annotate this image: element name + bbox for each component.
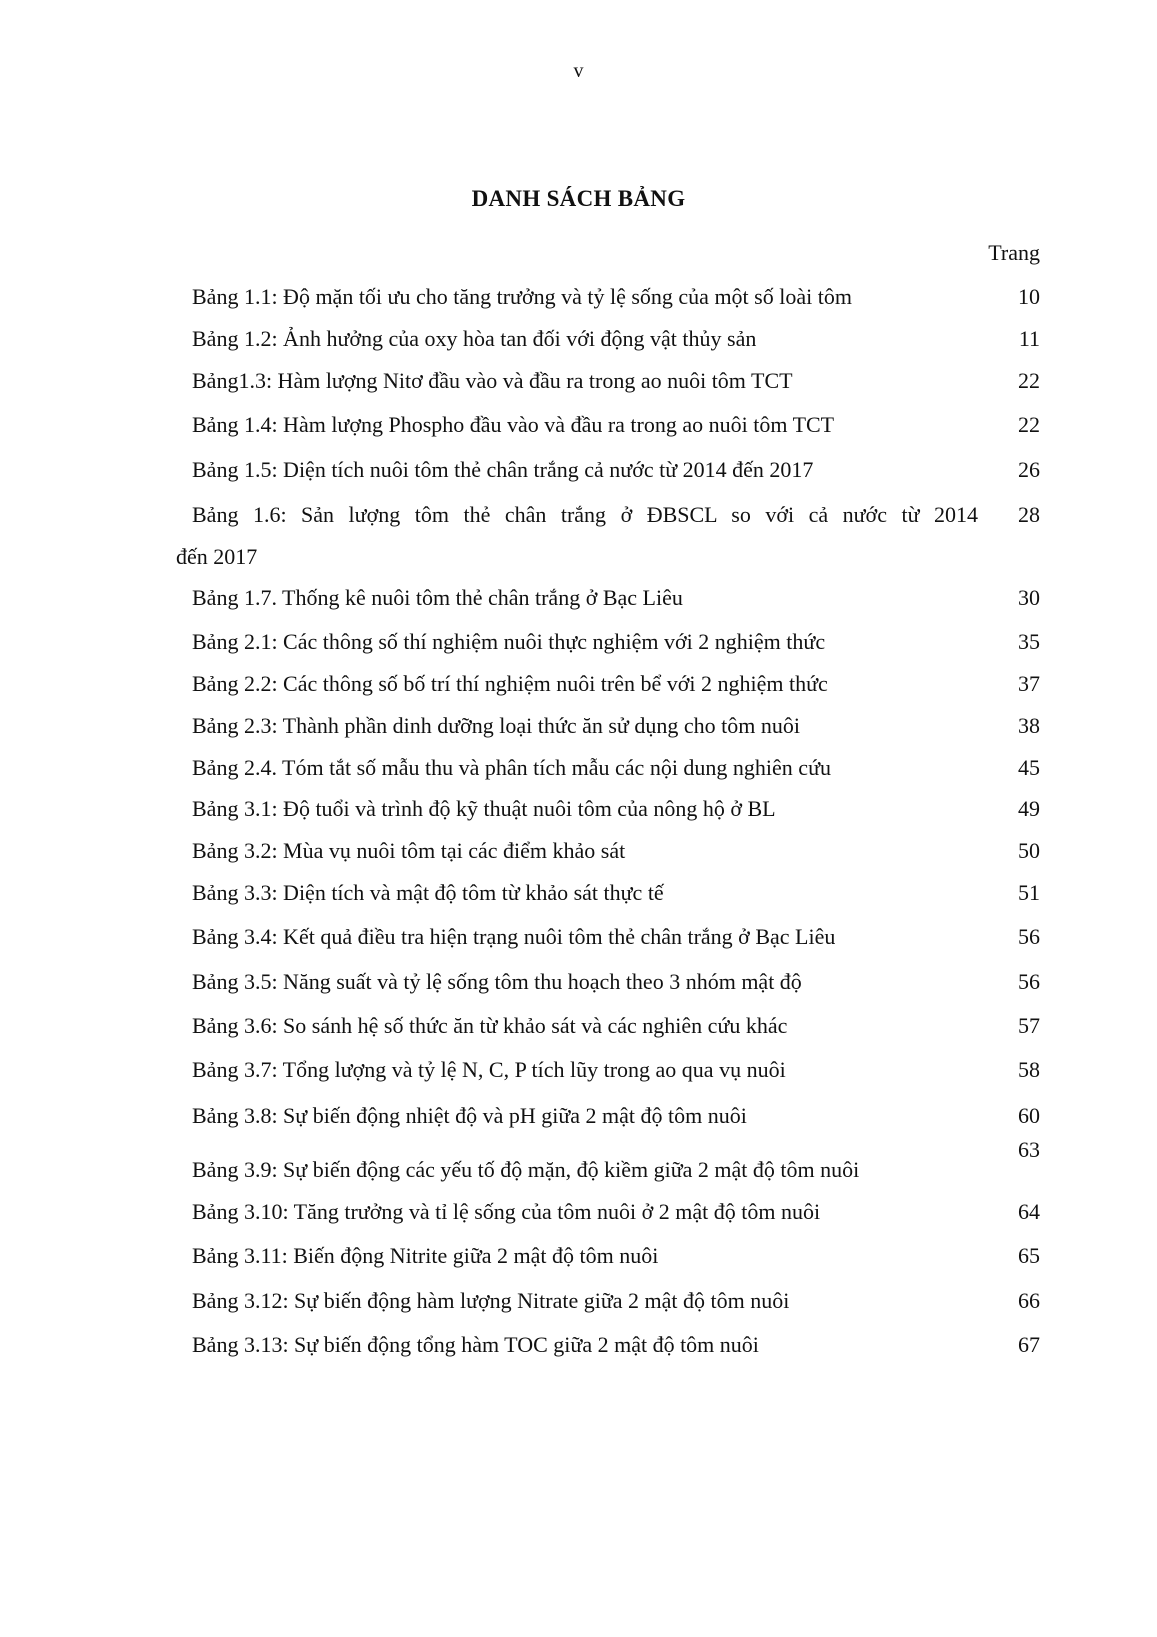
toc-entry-page: 67	[1018, 1332, 1040, 1357]
toc-entry-page: 11	[1018, 326, 1040, 351]
toc-entry-page: 28	[1018, 502, 1040, 527]
toc-entry[interactable]	[192, 1095, 1040, 1137]
toc-entry-label: Bảng 1.5: Diện tích nuôi tôm thẻ chân trắng cả nước từ 2014 đến 2017	[192, 457, 814, 482]
toc-entry-label: Bảng 1.1: Độ mặn tối ưu cho tăng trưởng và tỷ lệ sống của một số loài tôm	[192, 284, 852, 309]
toc-entry-label: Bảng 3.1: Độ tuổi và trình độ kỹ thuật nuôi tôm của nông hộ ở BL	[192, 796, 776, 821]
page-title: DANH SÁCH BẢNG	[471, 186, 686, 211]
toc-entry[interactable]	[192, 916, 1040, 958]
toc-entry-page: 64	[1018, 1199, 1040, 1224]
toc-entry[interactable]	[192, 404, 1040, 446]
page-number: v	[573, 60, 584, 82]
toc-entry-page: 49	[1018, 796, 1040, 821]
toc-entry[interactable]	[192, 961, 1040, 1003]
toc-entry-label: Bảng 3.6: So sánh hệ số thức ăn từ khảo sát và các nghiên cứu khác	[192, 1013, 788, 1038]
toc-entry-page: 58	[1018, 1057, 1040, 1082]
toc-entry-page: 57	[1018, 1013, 1040, 1038]
toc-entry-continuation: đến 2017	[176, 544, 258, 569]
toc-entry-page: 22	[1018, 412, 1040, 437]
toc-entry-label: Bảng 3.11: Biến động Nitrite giữa 2 mật độ tôm nuôi	[192, 1243, 659, 1268]
toc-entry-label: Bảng 2.3: Thành phần dinh dưỡng loại thức ăn sử dụng cho tôm nuôi	[192, 713, 800, 738]
toc-entry[interactable]	[192, 1280, 1040, 1322]
toc-entry-page: 66	[1018, 1288, 1040, 1313]
toc-entry[interactable]	[192, 1235, 1040, 1277]
toc-entry-label: Bảng 1.2: Ảnh hưởng của oxy hòa tan đối với động vật thủy sản	[192, 326, 757, 351]
toc-entry-label: Bảng 1.4: Hàm lượng Phospho đầu vào và đầu ra trong ao nuôi tôm TCT	[192, 412, 835, 437]
toc-entry[interactable]	[192, 1191, 1040, 1233]
toc-entry-page: 38	[1018, 713, 1040, 738]
toc-entry-label: Bảng 2.2: Các thông số bố trí thí nghiệm nuôi trên bể với 2 nghiệm thức	[192, 671, 828, 696]
toc-entry-label: Bảng 3.4: Kết quả điều tra hiện trạng nuôi tôm thẻ chân trắng ở Bạc Liêu	[192, 924, 836, 949]
toc-entry-label: Bảng 3.10: Tăng trưởng và tỉ lệ sống của tôm nuôi ở 2 mật độ tôm nuôi	[192, 1199, 821, 1224]
toc-entry-label: Bảng 3.13: Sự biến động tổng hàm TOC giữa 2 mật độ tôm nuôi	[192, 1332, 759, 1357]
toc-entry-label: Bảng 3.7: Tổng lượng và tỷ lệ N, C, P tích lũy trong ao qua vụ nuôi	[192, 1057, 786, 1082]
toc-entry[interactable]	[192, 872, 1040, 914]
toc-entry-label: Bảng 3.12: Sự biến động hàm lượng Nitrate giữa 2 mật độ tôm nuôi	[192, 1288, 790, 1313]
toc-entry-page: 63	[1018, 1137, 1040, 1162]
page-column-header: Trang	[988, 240, 1040, 265]
toc-entry-page: 60	[1018, 1103, 1040, 1128]
toc-entry[interactable]	[192, 360, 1040, 402]
toc-entry[interactable]	[192, 1137, 1040, 1191]
toc-entry-page: 10	[1018, 284, 1040, 309]
toc-entry-label: Bảng 1.6: Sản lượng tôm thẻ chân trắng ở ĐBSCL so với cả nước từ 2014	[192, 502, 978, 527]
toc-entry[interactable]	[192, 621, 1040, 663]
toc-entry[interactable]	[192, 663, 1040, 705]
toc-entry-label: Bảng1.3: Hàm lượng Nitơ đầu vào và đầu ra trong ao nuôi tôm TCT	[192, 368, 793, 393]
toc-entry[interactable]	[192, 1005, 1040, 1047]
toc-entry-label: Bảng 3.5: Năng suất và tỷ lệ sống tôm thu hoạch theo 3 nhóm mật độ	[192, 969, 802, 994]
toc-entry[interactable]	[192, 577, 1040, 619]
toc-entry[interactable]	[192, 747, 1040, 789]
toc-entry-page: 37	[1018, 671, 1040, 696]
toc-entry[interactable]	[192, 318, 1040, 360]
toc-entry[interactable]	[192, 1049, 1040, 1091]
toc-entry-label: Bảng 3.8: Sự biến động nhiệt độ và pH giữa 2 mật độ tôm nuôi	[192, 1103, 747, 1128]
toc-entry-label: Bảng 3.3: Diện tích và mật độ tôm từ khảo sát thực tế	[192, 880, 664, 905]
toc-entry-page: 51	[1018, 880, 1040, 905]
toc-entry[interactable]	[192, 449, 1040, 491]
toc-entry[interactable]	[192, 276, 1040, 318]
toc-entry-page: 56	[1018, 969, 1040, 994]
toc-entry[interactable]	[192, 830, 1040, 872]
toc-entry-label: Bảng 2.4. Tóm tắt số mẫu thu và phân tích mẫu các nội dung nghiên cứu	[192, 755, 831, 780]
toc-entry[interactable]	[192, 1324, 1040, 1366]
toc-entry-page: 22	[1018, 368, 1040, 393]
toc-entry-page: 26	[1018, 457, 1040, 482]
toc-entry-page: 35	[1018, 629, 1040, 654]
toc-entry-label: Bảng 1.7. Thống kê nuôi tôm thẻ chân trắng ở Bạc Liêu	[192, 585, 683, 610]
toc-entry[interactable]	[176, 494, 1040, 578]
toc-entry-label: Bảng 3.2: Mùa vụ nuôi tôm tại các điểm khảo sát	[192, 838, 626, 863]
toc-entry-page: 45	[1018, 755, 1040, 780]
toc-entry-page: 56	[1018, 924, 1040, 949]
toc-entry-page: 30	[1018, 585, 1040, 610]
toc-entry-label: Bảng 3.9: Sự biến động các yếu tố độ mặn, độ kiềm giữa 2 mật độ tôm nuôi	[192, 1157, 860, 1182]
toc-entry-page: 50	[1018, 838, 1040, 863]
toc-entry-label: Bảng 2.1: Các thông số thí nghiệm nuôi thực nghiệm với 2 nghiệm thức	[192, 629, 826, 654]
toc-entry[interactable]	[192, 788, 1040, 830]
toc-entry[interactable]	[192, 705, 1040, 747]
toc-entry-page: 65	[1018, 1243, 1040, 1268]
